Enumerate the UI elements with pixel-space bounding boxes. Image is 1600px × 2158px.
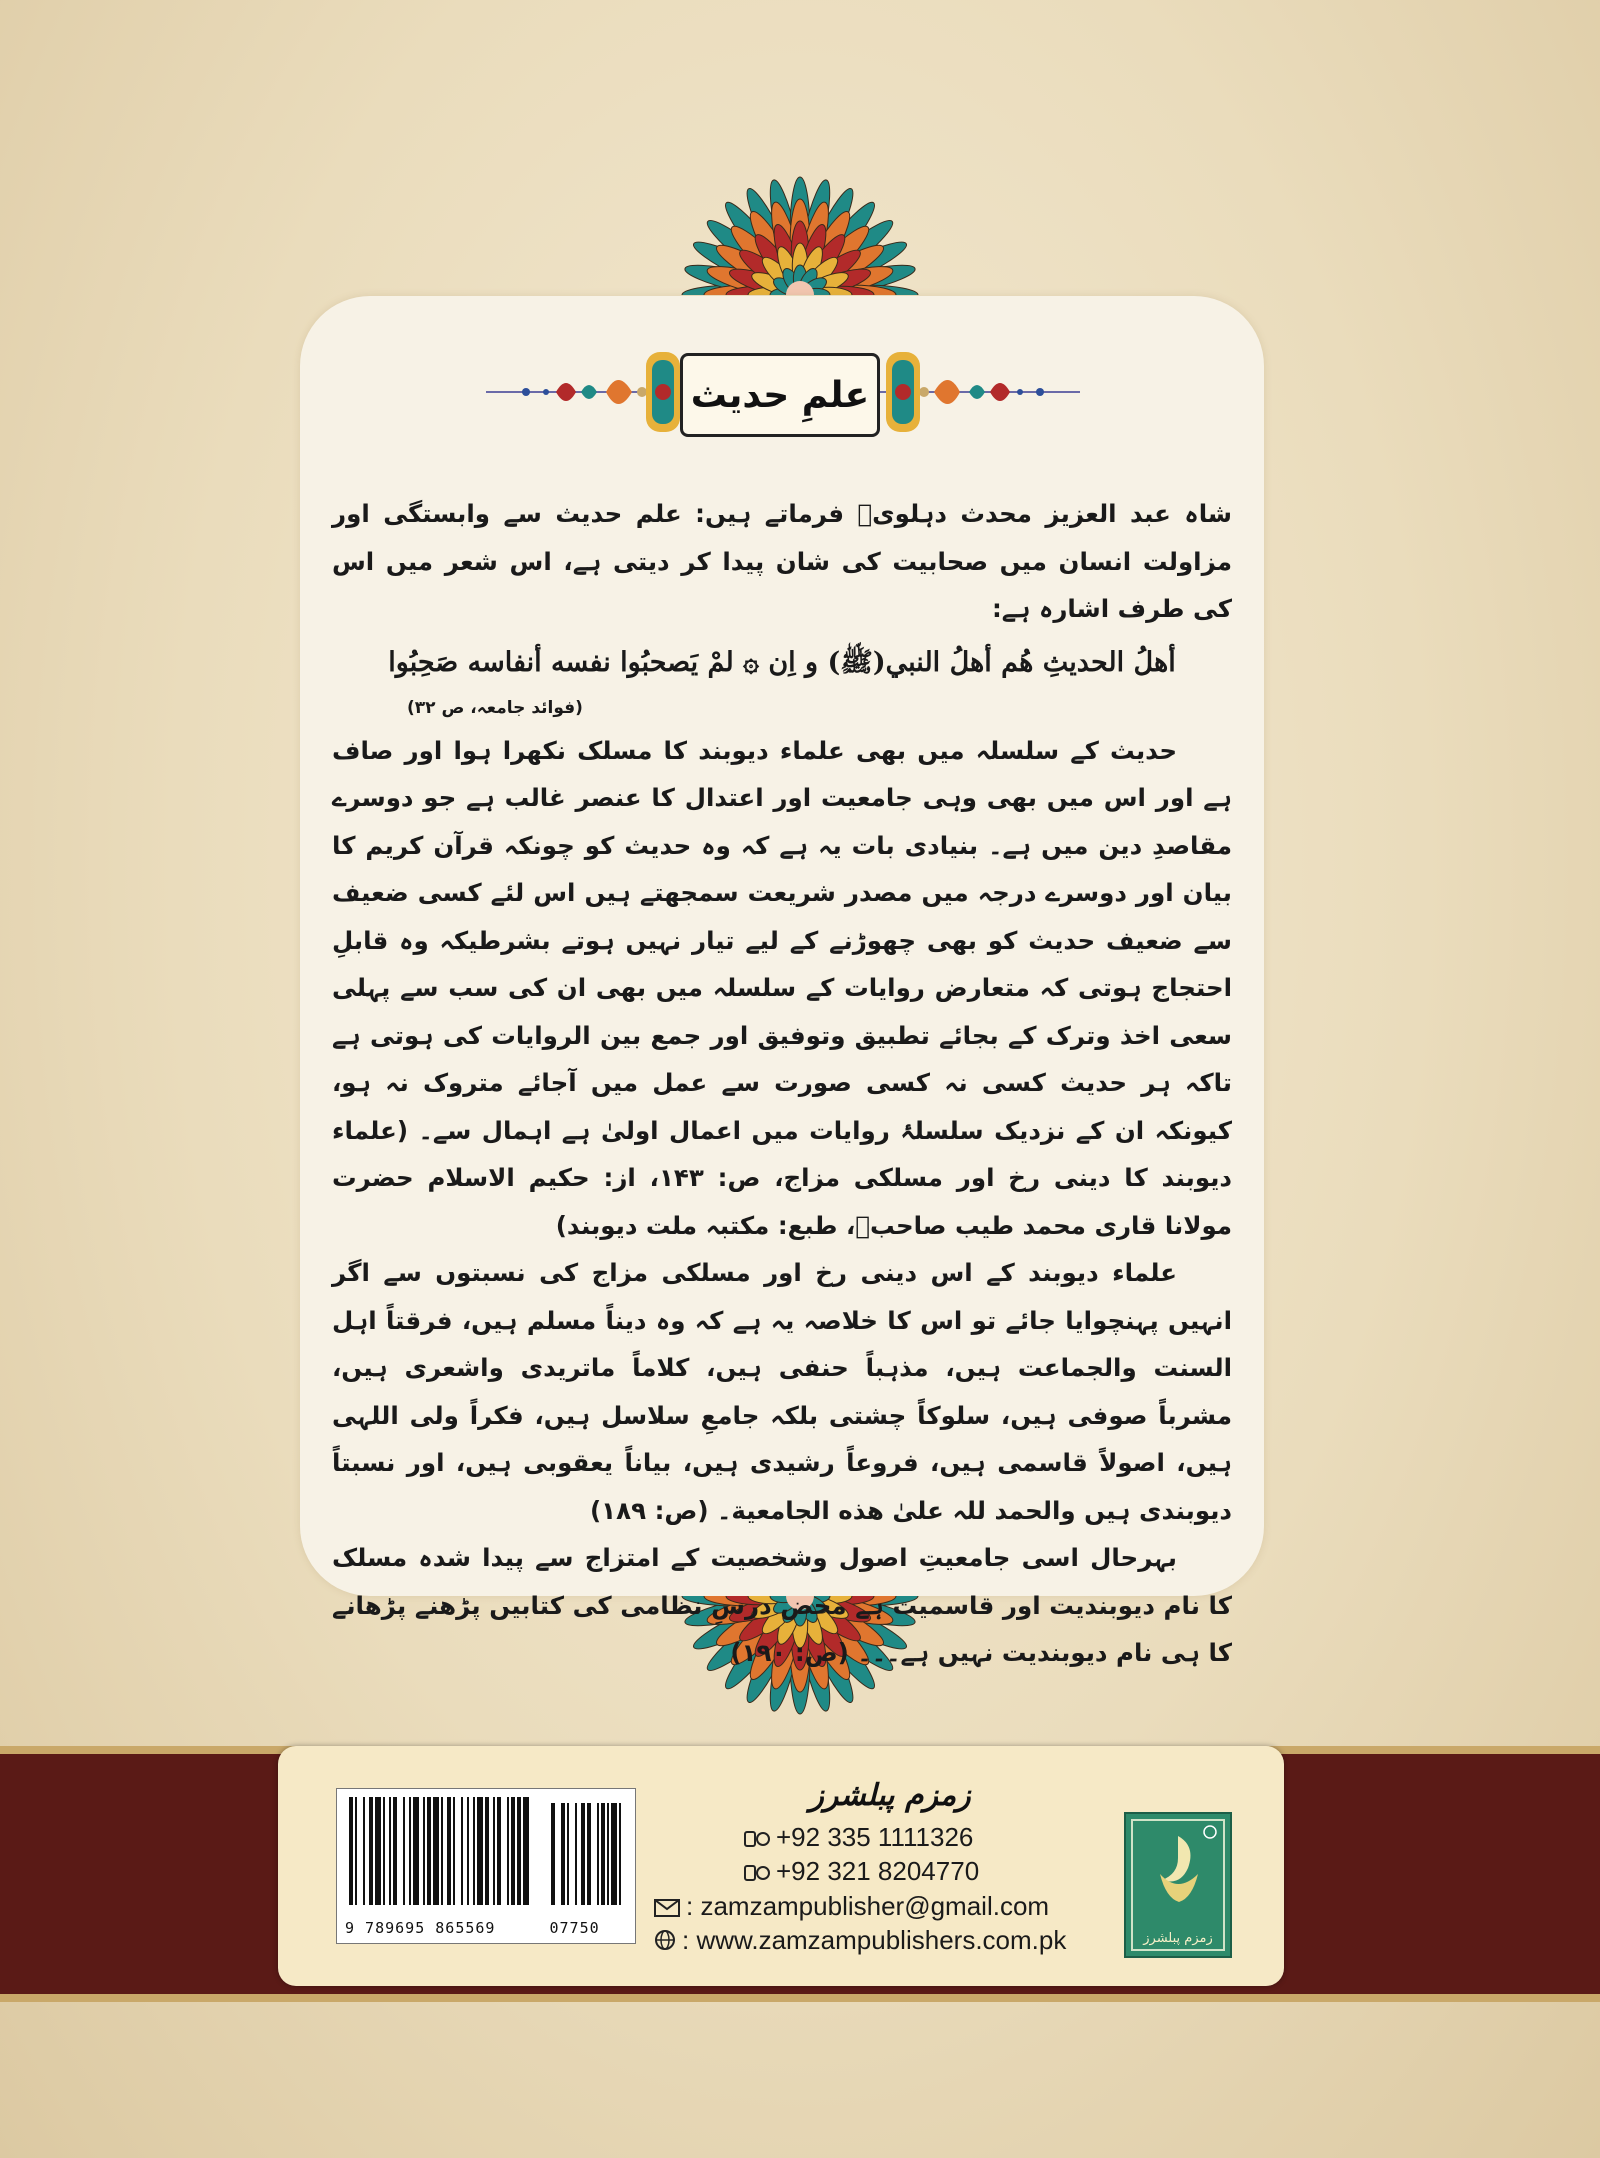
barcode-bar [441, 1797, 443, 1905]
paragraph-conclusion: بہرحال اسی جامعیتِ اصول وشخصیت کے امتزاج سے پیدا شدہ مسلک کا نام دیوبندیت اور قاسمیت ہے محض درسِ نظامی کی کتابیں پڑھنے پڑھانے کا ہی نام دیوبندیت نہیں ہے۔۔۔ (ص: ۱۹۰) [332, 1543, 1232, 1667]
barcode-bar [611, 1803, 617, 1905]
barcode-bar [497, 1797, 501, 1905]
paragraph-intro: شاہ عبد العزیز محدث دہلویؒ فرماتے ہیں: علم حدیث سے وابستگی اور مزاولت انسان میں صحابیت کی شان پیدا کر دیتی ہے، اس شعر میں اس کی طرف اشارہ ہے: [332, 499, 1232, 623]
barcode-bar [619, 1803, 621, 1905]
isbn-digits: 9 789695 865569 [345, 1919, 496, 1937]
email-icon [654, 1893, 680, 1924]
phone-contact-2[interactable] [744, 1856, 979, 1889]
arabic-verse: أهلُ الحديثِ هُم أهلُ النبي(ﷺ) و اِن ۞ لمْ يَصحبُوا نفسه أنفاسه صَحِبُوا [388, 646, 1176, 678]
barcode-bar [523, 1797, 529, 1905]
barcode-bar [393, 1797, 397, 1905]
barcode-bar [453, 1797, 455, 1905]
barcode-bar [461, 1797, 463, 1905]
barcode-bar [447, 1797, 451, 1905]
barcode-bar [349, 1797, 353, 1905]
barcode-bar [607, 1803, 609, 1905]
barcode-bar [473, 1797, 475, 1905]
barcode-bar [581, 1803, 585, 1905]
barcode-bar [467, 1797, 469, 1905]
barcode-bar [433, 1797, 439, 1905]
barcode-bar [485, 1797, 489, 1905]
barcode-bar [403, 1797, 405, 1905]
phone-number-1: +92 335 1111326 [776, 1822, 974, 1852]
barcode [336, 1788, 636, 1944]
paragraph-hadith: حدیث کے سلسلہ میں بھی علماء دیوبند کا مسلک نکھرا ہوا اور صاف ہے اور اس میں بھی وہی جامعیت اور اعتدال کا عنصر غالب ہے جو دوسرے مقاصدِ دین میں ہے۔ بنیادی بات یہ ہے کہ وہ حدیث کو چونکہ قرآن کریم کا بیان اور دوسرے درجہ میں مصدر شریعت سمجھتے ہیں اس لئے کسی ضعیف سے ضعیف حدیث کو بھی چھوڑنے کے لیے تیار نہیں ہوتے بشرطیکہ وہ قابلِ احتجاج ہوتی کہ متعارض روایات کے سلسلہ میں بھی ان کی سب سے پہلی سعی اخذ وترک کے بجائے تطبیق وتوفیق اور جمع بین الروایات کی ہوتی ہے تاکہ ہر حدیث کسی نہ کسی صورت سے عمل میں آجائے متروک نہ ہو، کیونکہ ان کے نزدیک سلسلۂ روایات میں اعمال اولیٰ ہے اہمال سے۔ (علماء دیوبند کا دینی رخ اور مسلکی مزاج، ص: ۱۴۳، از: حکیم الاسلام حضرت مولانا قاری محمد طیب صاحبؒ، طبع: مکتبہ ملت دیوبند) [332, 735, 1233, 1240]
barcode-bars [337, 1789, 635, 1919]
barcode-bar [575, 1803, 577, 1905]
email-address: : zamzampublisher@gmail.com [686, 1891, 1050, 1921]
barcode-bar [507, 1797, 509, 1905]
globe-icon [654, 1927, 676, 1958]
email-contact[interactable] [654, 1891, 1049, 1924]
barcode-bar [477, 1797, 483, 1905]
barcode-bar [427, 1797, 431, 1905]
barcode-bar [493, 1797, 495, 1905]
barcode-bar [363, 1797, 365, 1905]
barcode-bar [601, 1803, 605, 1905]
whatsapp-phone-icon [744, 1824, 770, 1855]
verse-reference: (فوائد جامعہ، ص ۳۲) [407, 697, 583, 718]
website-url: : www.zamzampublishers.com.pk [682, 1925, 1067, 1955]
logo-text: زمزم پبلشرز [1143, 1931, 1213, 1946]
barcode-bar [597, 1803, 599, 1905]
barcode-bar [369, 1797, 373, 1905]
phone-contact-1[interactable] [744, 1822, 973, 1855]
phone-number-2: +92 321 8204770 [776, 1856, 980, 1886]
barcode-bar [413, 1797, 419, 1905]
barcode-bar [567, 1803, 569, 1905]
mandala-ornament-top [670, 165, 930, 295]
barcode-bar [375, 1797, 381, 1905]
publisher-name: زمزم پبلشرز [809, 1778, 971, 1813]
barcode-bar [409, 1797, 411, 1905]
barcode-bar [551, 1803, 555, 1905]
paragraph-summary: علماء دیوبند کے اس دینی رخ اور مسلکی مزاج کی نسبتوں سے اگر انہیں پہنچوایا جائے تو اس کا خلاصہ یہ ہے کہ وہ دیناً مسلم ہیں، فرقتاً اہل السنت والجماعت ہیں، مذہباً حنفی ہیں، کلاماً ماتریدی واشعری ہیں، مشرباً صوفی ہیں، سلوکاً چشتی بلکہ جامعِ سلاسل ہیں، فکراً ولی اللہی ہیں، اصولاً قاسمی ہیں، فروعاً رشیدی ہیں، بیاناً یعقوبی ہیں، اور نسبتاً دیوبندی ہیں والحمد للہ علیٰ هذه الجامعية۔ (ص: ۱۸۹) [332, 1258, 1232, 1525]
website-contact[interactable] [654, 1925, 1066, 1958]
publisher-logo [1124, 1812, 1232, 1958]
whatsapp-phone-icon [744, 1858, 770, 1889]
barcode-bar [389, 1797, 391, 1905]
barcode-bar [383, 1797, 385, 1905]
barcode-bar [355, 1797, 357, 1905]
barcode-bar [511, 1797, 515, 1905]
barcode-bar [587, 1803, 591, 1905]
isbn-addon-digits: 07750 [549, 1919, 600, 1937]
page-title: علمِ حدیث [680, 353, 880, 437]
barcode-bar [517, 1797, 521, 1905]
barcode-bar [423, 1797, 425, 1905]
barcode-bar [561, 1803, 565, 1905]
body-text [332, 490, 1232, 1677]
